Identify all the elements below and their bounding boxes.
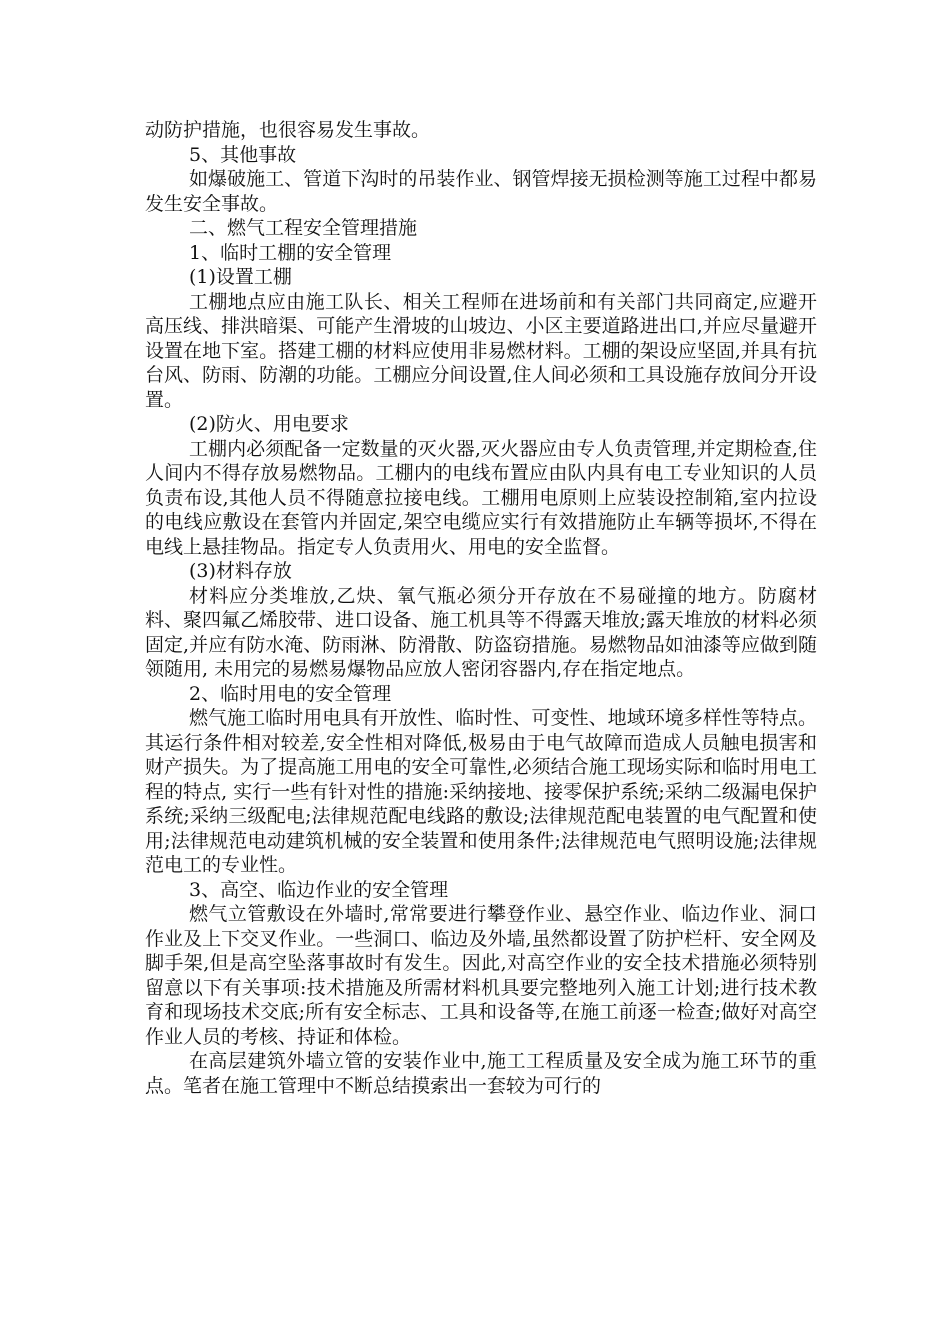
- section-heading-safety-measures: 二、燃气工程安全管理措施: [189, 217, 418, 239]
- document-body: [145, 118, 817, 1098]
- paragraph-high-altitude: 燃气立管敷设在外墙时,常常要进行攀登作业、悬空作业、临边作业、洞口作业及上下交叉作业。一些洞口、临边及外墙,虽然都设置了防护栏杆、安全网及脚手架,但是高空坠落事故时有发生。因此,对高空作业的安全技术措施必须特别留意以下有关事项:技术措施及所需材料机具要完整地列入施工计划;进行技术教育和现场技术交底;所有安全标志、工具和设备等,在施工前逐一检查;做好对高空作业人员的考核、持证和体检。: [145, 903, 817, 1048]
- paragraph-continuation: 动防护措施，也很容易发生事故。: [145, 119, 431, 141]
- subheading-material-storage: (3)材料存放: [189, 560, 292, 582]
- paragraph-riser-installation: 在高层建筑外墙立管的安装作业中,施工工程质量及安全成为施工环节的重点。笔者在施工管理中不断总结摸索出一套较为可行的: [145, 1050, 817, 1097]
- paragraph-temporary-power: 燃气施工临时用电具有开放性、临时性、可变性、地域环境多样性等特点。其运行条件相对较差,安全性相对降低,极易由于电气故障而造成人员触电损害和财产损失。为了提高施工用电的安全可靠性,必须结合施工现场实际和临时用电工程的特点, 实行一些有针对性的措施:采纳接地、接零保护系统;采纳二级漏电保护系统;采纳三级配电;法律规范配电线路的敷设;法律规范配电装置的电气配置和使用;法律规范电动建筑机械的安全装置和使用条件;法律规范电气照明设施;法律规范电工的专业性。: [145, 707, 817, 876]
- section-heading-temporary-shed: 1、临时工棚的安全管理: [189, 241, 392, 264]
- section-heading-high-altitude: 3、高空、临边作业的安全管理: [189, 878, 449, 901]
- paragraph-setup-shed: 工棚地点应由施工队长、相关工程师在进场前和有关部门共同商定,应避开高压线、排洪暗渠、可能产生滑坡的山坡边、小区主要道路进出口,并应尽量避开设置在地下室。搭建工棚的材料应使用非易燃材料。工棚的架设应坚固,并具有抗台风、防雨、防潮的功能。工棚应分间设置,住人间必须和工具设施存放间分开设置。: [145, 290, 817, 411]
- section-heading-temporary-power: 2、临时用电的安全管理: [189, 682, 392, 705]
- paragraph-other-accidents: 如爆破施工、管道下沟时的吊装作业、钢管焊接无损检测等施工过程中都易发生安全事故。: [145, 168, 817, 215]
- section-heading-other-accidents: 5、其他事故: [189, 143, 297, 166]
- paragraph-fire-electricity: 工棚内必须配备一定数量的灭火器,灭火器应由专人负责管理,并定期检查,住人间内不得存放易燃物品。工棚内的电线布置应由队内具有电工专业知识的人员负责布设,其他人员不得随意拉接电线。工棚用电原则上应装设控制箱,室内拉设的电线应敷设在套管内并固定,架空电缆应实行有效措施防止车辆等损坏,不得在电线上悬挂物品。指定专人负责用火、用电的安全监督。: [145, 437, 817, 558]
- subheading-fire-electricity: (2)防火、用电要求: [189, 413, 349, 435]
- subheading-setup-shed: (1)设置工棚: [189, 266, 292, 288]
- paragraph-material-storage: 材料应分类堆放,乙炔、氧气瓶必须分开存放在不易碰撞的地方。防腐材料、聚四氟乙烯胶带、进口设备、施工机具等不得露天堆放;露天堆放的材料必须固定,并应有防水淹、防雨淋、防滑散、防盗窃措施。易燃物品如油漆等应做到随领随用, 未用完的易燃易爆物品应放人密闭容器内,存在指定地点。: [145, 584, 817, 680]
